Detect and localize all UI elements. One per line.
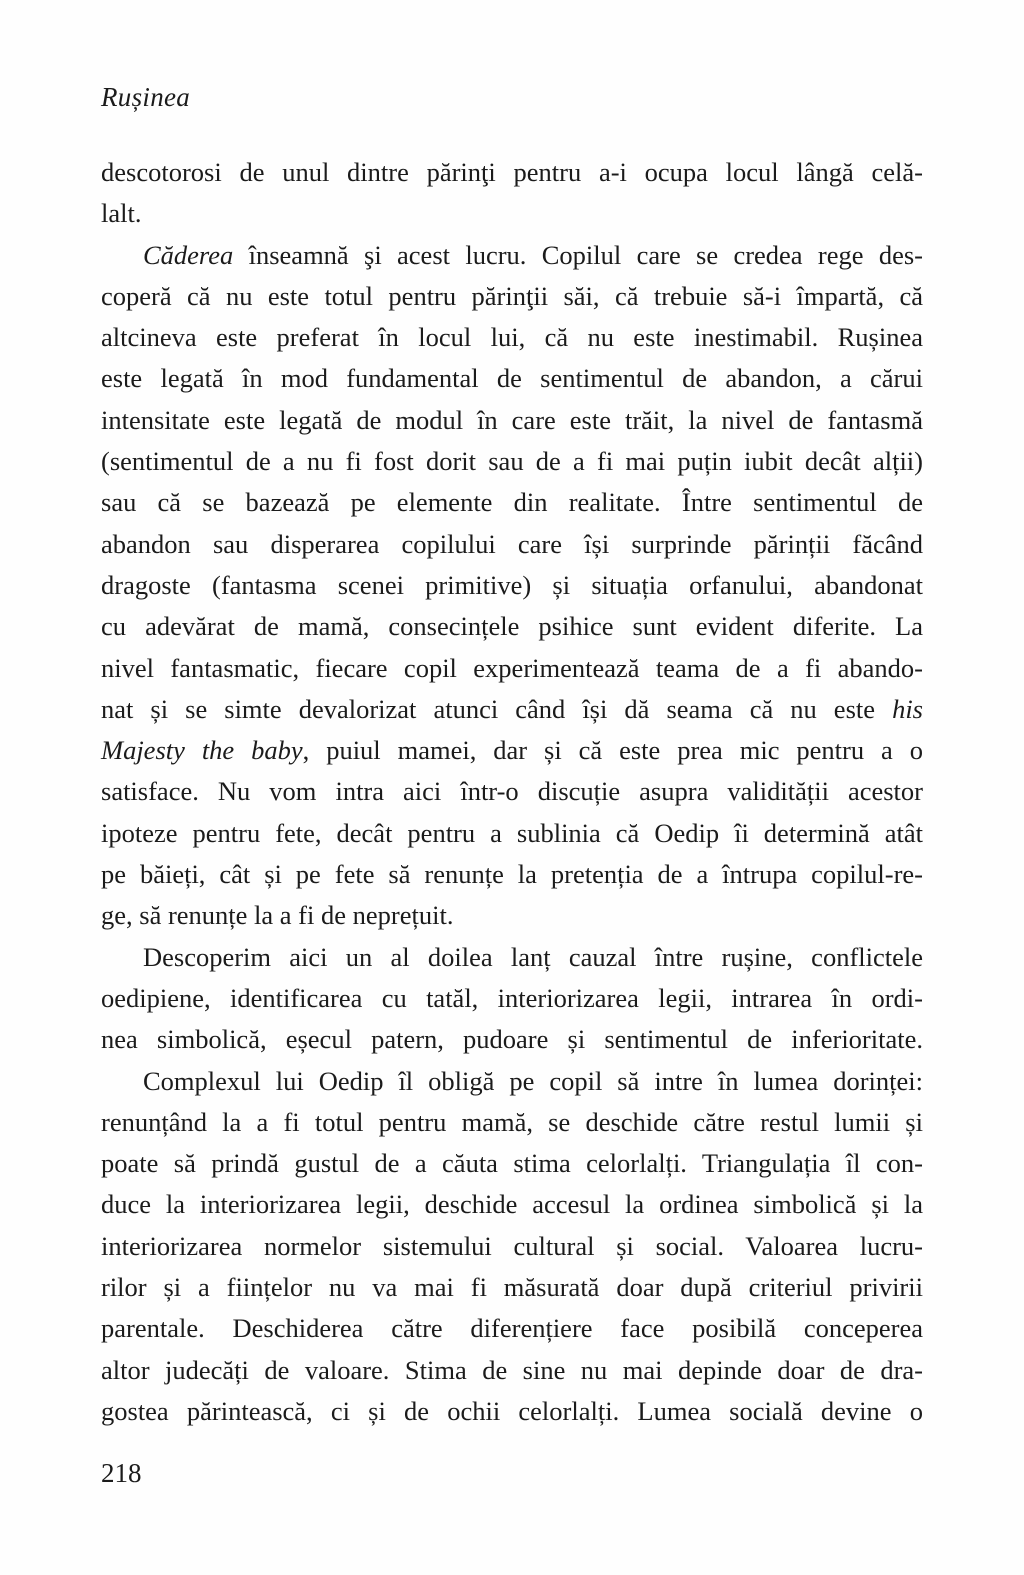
- text-line: [101, 565, 923, 606]
- text-line: [101, 1102, 923, 1143]
- text-segment: sau că se bazează pe elemente din realitate. Între sentimentul de: [101, 487, 923, 518]
- text-line: [101, 1226, 923, 1267]
- text-segment: altor judecăți de valoare. Stima de sine nu mai depinde doar de dra-: [101, 1354, 923, 1385]
- text-segment: satisface. Nu vom intra aici într-o discuție asupra validității acestor: [101, 776, 923, 807]
- text-segment: ipoteze pentru fete, decât pentru a sublinia că Oedip îi determină atât: [101, 817, 923, 848]
- text-line: [101, 524, 923, 565]
- text-segment: cu adevărat de mamă, consecințele psihice sunt evident diferite. La: [101, 611, 923, 642]
- italic-text-segment: his: [892, 693, 923, 724]
- text-line: [101, 895, 923, 936]
- text-segment: nat și se simte devalorizat atunci când își dă seama că nu este: [101, 693, 893, 724]
- text-line: [101, 1267, 923, 1308]
- text-segment: gostea părintească, ci și de ochii celorlalți. Lumea socială devine o: [101, 1395, 923, 1426]
- text-line: [101, 1184, 923, 1225]
- text-segment: nivel fantasmatic, fiecare copil experimentează teama de a fi abando-: [101, 652, 923, 683]
- text-line: [101, 317, 923, 358]
- text-segment: coperă că nu este totul pentru părinţii săi, că trebuie să-i împartă, că: [101, 280, 923, 311]
- text-line: [101, 1019, 923, 1060]
- text-line: [101, 152, 923, 193]
- text-line: [101, 400, 923, 441]
- text-segment: este legată în mod fundamental de sentimentul de abandon, a cărui: [101, 363, 923, 394]
- text-line: [101, 441, 923, 482]
- text-line: [101, 1350, 923, 1391]
- text-line: [101, 606, 923, 647]
- text-segment: ge, să renunțe la a fi de neprețuit.: [101, 900, 454, 931]
- text-line: [101, 730, 923, 771]
- text-segment: poate să prindă gustul de a căuta stima celorlalți. Triangulația îl con-: [101, 1148, 923, 1179]
- text-line: [101, 689, 923, 730]
- text-segment: renunțând la a fi totul pentru mamă, se deschide către restul lumii și: [101, 1106, 923, 1137]
- text-line: [101, 1143, 923, 1184]
- text-line: [101, 1061, 923, 1102]
- text-segment: abandon sau disperarea copilului care își surprinde părinții făcând: [101, 528, 923, 559]
- text-line: [101, 1308, 923, 1349]
- text-line: [101, 813, 923, 854]
- text-line: [101, 978, 923, 1019]
- text-segment: descotorosi de unul dintre părinţi pentru a-i ocupa locul lângă celă-: [101, 157, 923, 187]
- text-segment: duce la interiorizarea legii, deschide accesul la ordinea simbolică și la: [101, 1189, 923, 1220]
- page-number: 218: [101, 1458, 142, 1488]
- text-segment: Complexul lui Oedip îl obligă pe copil să intre în lumea dorinței:: [143, 1065, 923, 1096]
- text-segment: înseamnă şi acest lucru. Copilul care se credea rege des-: [233, 239, 923, 270]
- text-segment: dragoste (fantasma scenei primitive) și situația orfanului, abandonat: [101, 569, 923, 600]
- text-line: [101, 1391, 923, 1432]
- text-line: [101, 482, 923, 523]
- text-line: [101, 854, 923, 895]
- running-head: Rușinea: [101, 82, 191, 112]
- text-segment: parentale. Deschiderea către diferențiere face posibilă conceperea: [101, 1313, 923, 1344]
- text-line: [101, 358, 923, 399]
- text-line: [101, 193, 923, 234]
- text-segment: nea simbolică, eșecul patern, pudoare și sentimentul de inferioritate.: [101, 1024, 923, 1055]
- text-segment: , puiul mamei, dar și că este prea mic pentru a o: [302, 735, 923, 766]
- text-line: [101, 648, 923, 689]
- italic-text-segment: Majesty the baby: [101, 735, 303, 766]
- text-segment: lalt.: [101, 198, 142, 229]
- text-segment: rilor și a ființelor nu va mai fi măsurată doar după criteriul privirii: [101, 1272, 923, 1303]
- text-segment: Descoperim aici un al doilea lanț cauzal între rușine, conflictele: [143, 941, 923, 972]
- text-line: [101, 276, 923, 317]
- text-line: [101, 235, 923, 276]
- text-segment: oedipiene, identificarea cu tatăl, interiorizarea legii, intrarea în ordi-: [101, 982, 923, 1013]
- text-segment: intensitate este legată de modul în care este trăit, la nivel de fantasmă: [101, 404, 923, 435]
- text-segment: interiorizarea normelor sistemului cultural și social. Valoarea lucru-: [101, 1230, 923, 1261]
- text-segment: altcineva este preferat în locul lui, că nu este inestimabil. Rușinea: [101, 322, 923, 353]
- text-line: [101, 937, 923, 978]
- text-segment: pe băieți, cât și pe fete să renunțe la pretenția de a întrupa copilul-re-: [101, 859, 923, 890]
- text-line: [101, 771, 923, 812]
- text-body: [101, 152, 923, 1432]
- text-segment: (sentimentul de a nu fi fost dorit sau de a fi mai puțin iubit decât alții): [101, 446, 923, 477]
- italic-text-segment: Căderea: [143, 239, 234, 270]
